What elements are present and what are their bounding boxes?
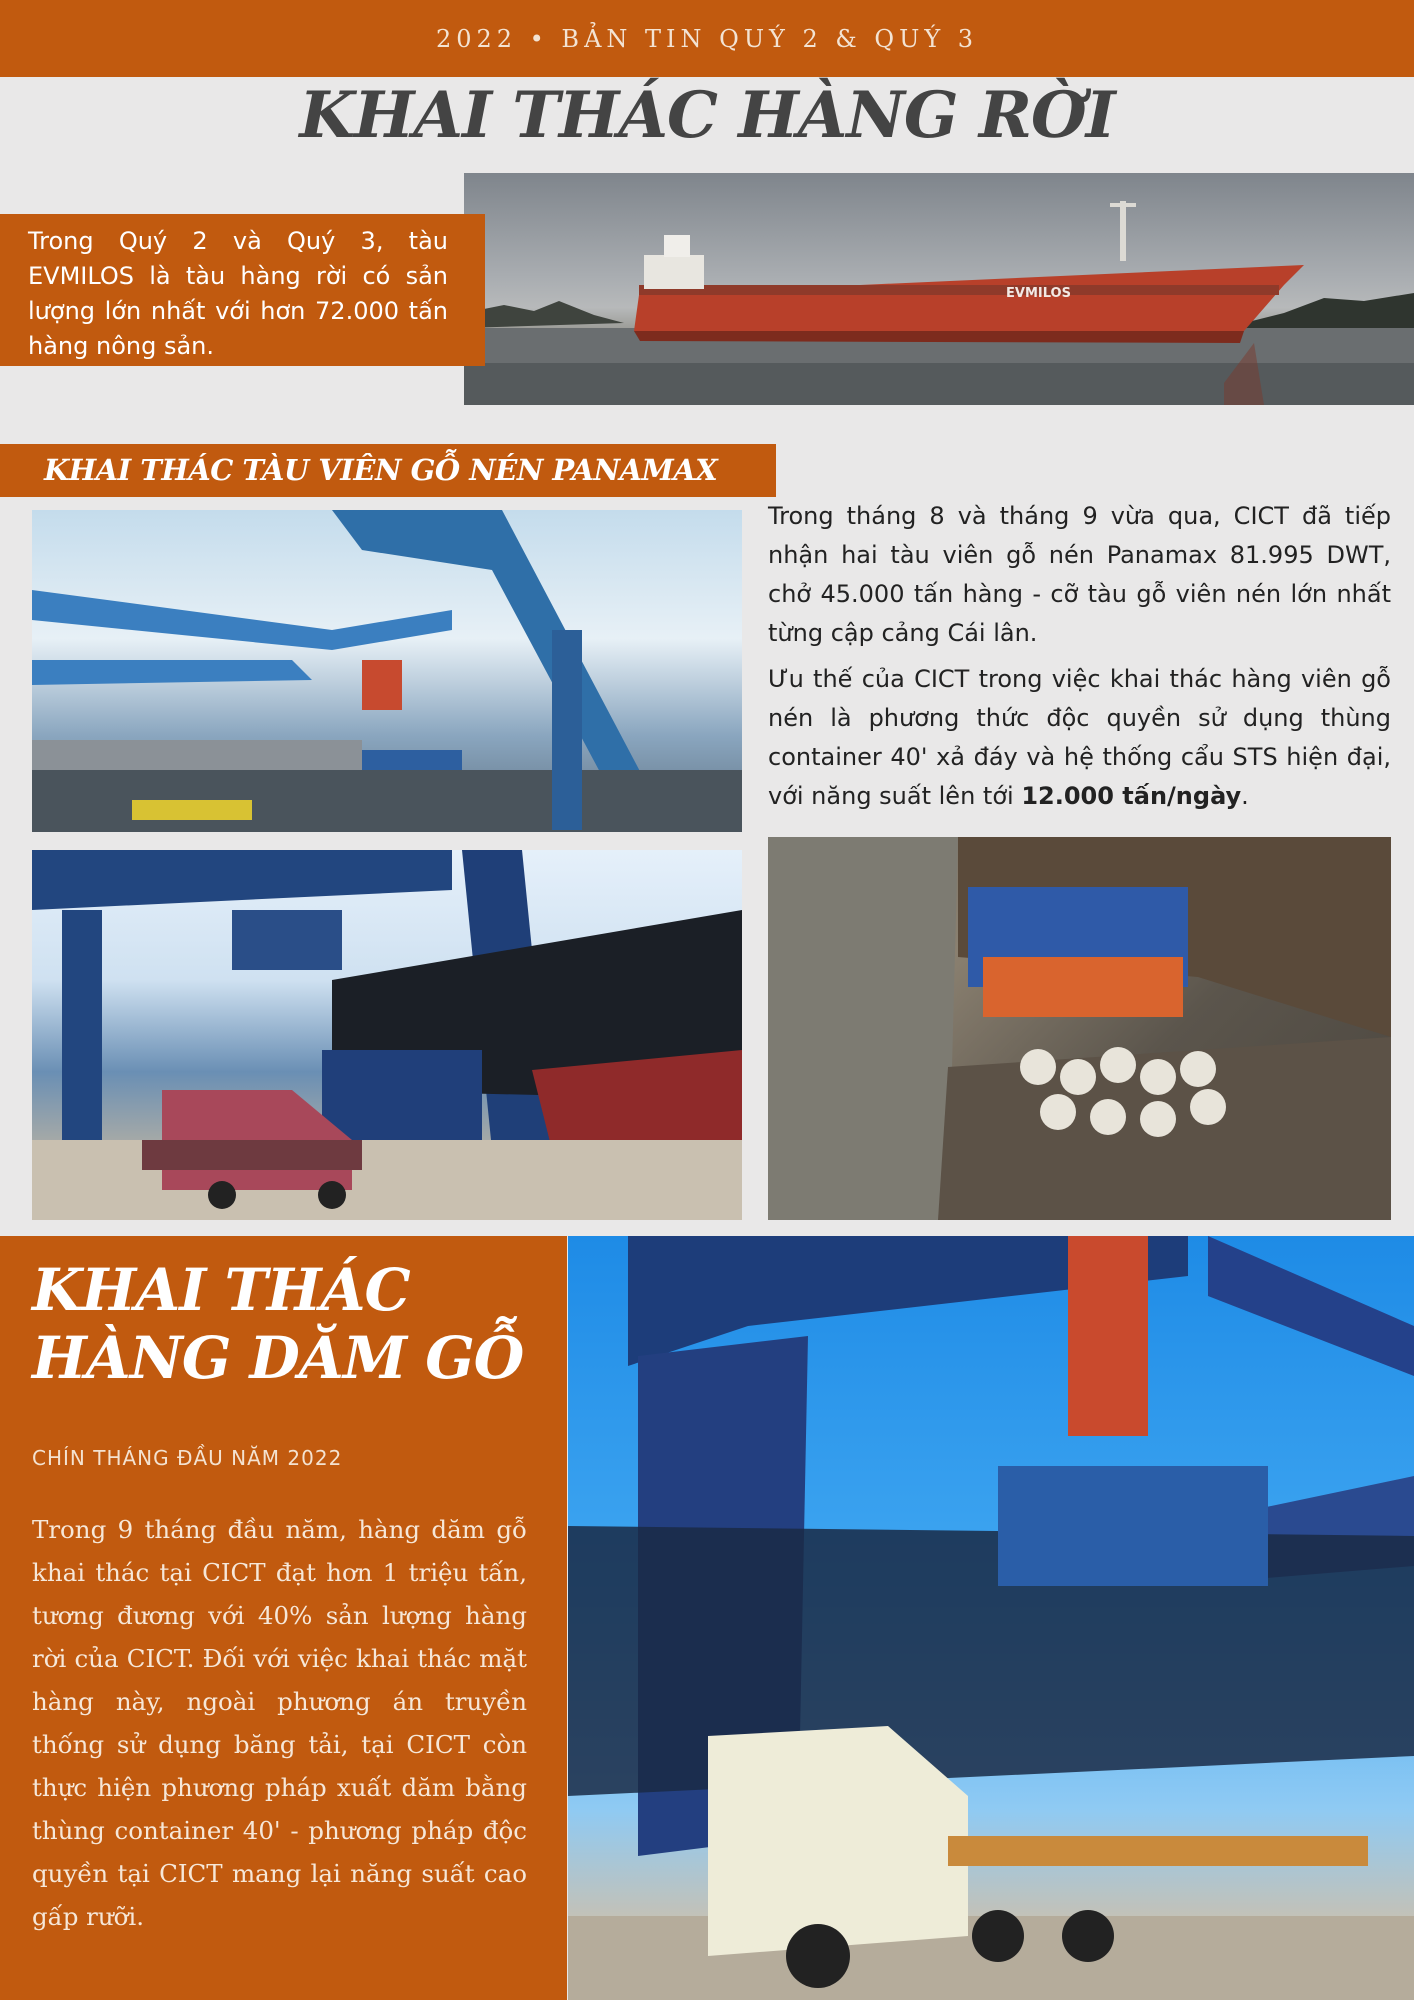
paragraph-2-lead: Ưu thế của CICT trong việc khai thác hàng viên gỗ nén là phương thức độc quyền sử dụng thùng container 40' xả đáy và hệ thống cẩu STS hiện đại, với năng suất lên tới bbox=[768, 665, 1391, 810]
ship-photo bbox=[464, 173, 1414, 405]
woodchip-subtitle: CHÍN THÁNG ĐẦU NĂM 2022 bbox=[32, 1446, 343, 1470]
section-heading: KHAI THÁC TÀU VIÊN GỖ NÉN PANAMAX bbox=[44, 453, 718, 487]
panamax-paragraph-2 bbox=[768, 660, 1391, 816]
crane-photo-2 bbox=[32, 850, 742, 1220]
panamax-paragraph-1: Trong tháng 8 và tháng 9 vừa qua, CICT đã tiếp nhận hai tàu viên gỗ nén Panamax 81.995 DWT, chở 45.000 tấn hàng - cỡ tàu gỗ viên nén lớn nhất từng cập cảng Cái lân. bbox=[768, 502, 1391, 647]
ship-hold-photo bbox=[768, 837, 1391, 1220]
intro-text: Trong Quý 2 và Quý 3, tàu EVMILOS là tàu hàng rời có sản lượng lớn nhất với hơn 72.000 tấn hàng nông sản. bbox=[28, 227, 448, 360]
ship-hull-name: EVMILOS bbox=[1006, 286, 1071, 301]
woodchip-title bbox=[32, 1256, 552, 1392]
banner-text: 2022 • BẢN TIN QUÝ 2 & QUÝ 3 bbox=[435, 24, 979, 53]
woodchip-title-line-2: HÀNG DĂM GỖ bbox=[32, 1324, 524, 1392]
dock-photo bbox=[568, 1236, 1414, 2000]
paragraph-2-highlight: 12.000 tấn/ngày bbox=[1021, 782, 1242, 810]
woodchip-body: Trong 9 tháng đầu năm, hàng dăm gỗ khai thác tại CICT đạt hơn 1 triệu tấn, tương đương với 40% sản lượng hàng rời của CICT. Đối với việc khai thác mặt hàng này, ngoài phương án truyền thống sử dụng băng tải, tại CICT còn thực hiện phương pháp xuất dăm bằng thùng container 40' - phương pháp độc quyền tại CICT mang lại năng suất cao gấp rưỡi. bbox=[32, 1515, 527, 1931]
top-banner bbox=[0, 0, 1414, 77]
woodchip-title-line-1: KHAI THÁC bbox=[32, 1256, 410, 1324]
paragraph-2-end: . bbox=[1241, 782, 1249, 810]
crane-photo-1 bbox=[32, 510, 742, 832]
page-title: KHAI THÁC HÀNG RỜI bbox=[299, 78, 1115, 153]
